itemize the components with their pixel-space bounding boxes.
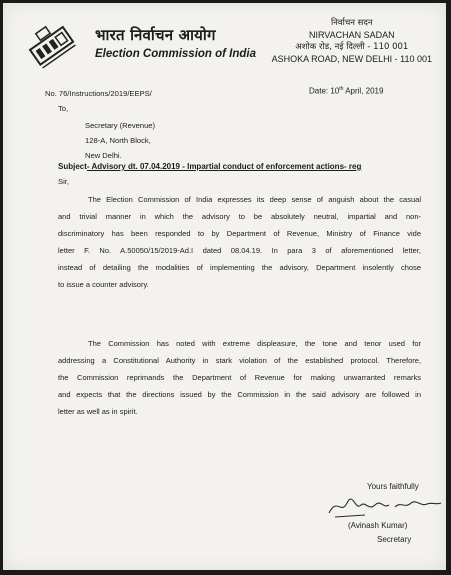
recipient-line-1: Secretary (Revenue) — [85, 121, 156, 130]
letter-page — [3, 3, 446, 570]
address-english-1: NIRVACHAN SADAN — [308, 30, 395, 40]
address-hindi-2: अशोक रोड, नई दिल्ली - 110 001 — [295, 42, 409, 52]
address-hindi-1: निर्वाचन सदन — [330, 18, 373, 28]
org-name-hindi: भारत निर्वाचन आयोग — [95, 26, 216, 44]
eci-logo-icon — [25, 19, 77, 71]
subject-label: Subject — [58, 162, 87, 171]
subject-text: - Advisory dt. 07.04.2019 - Impartial conduct of enforcement actions- reg — [86, 162, 362, 171]
signatory-name: (Avinash Kumar) — [348, 521, 408, 530]
org-name-english: Election Commission of India — [95, 48, 257, 60]
paragraph-2 — [58, 335, 421, 420]
closing-yours-faithfully: Yours faithfully — [367, 482, 419, 491]
para2-line: addressing a Constitutional Authority in stark violation of the established protocol. Therefore, — [58, 356, 421, 365]
para1-line: The Election Commission of India expresses its deep sense of anguish about the casual — [88, 195, 421, 204]
para2-line: letter as well as in spirit. — [58, 407, 138, 416]
recipient-line-2: 128-A, North Block, — [85, 136, 151, 145]
salutation: Sir, — [58, 177, 69, 186]
para2-line: and expects that the directions issued by the Commission in the said advisory are followed in — [58, 390, 421, 399]
paragraph-1 — [58, 191, 421, 293]
para1-line: instead of detailing the modalities of implementing the advisory, Department insolently chose — [58, 263, 421, 272]
para2-line: the Commission reprimands the Department of Revenue for making unwarranted remarks — [58, 373, 421, 382]
para1-line: letter F. No. A.50050/15/2019-Ad.I dated 08.04.19. In para 3 of aforementioned letter, — [58, 246, 421, 255]
address-english-2: ASHOKA ROAD, NEW DELHI - 110 001 — [271, 54, 432, 64]
recipient-to: To, — [58, 104, 69, 113]
letter-date: Date: 10th April, 2019 — [309, 86, 384, 96]
recipient-line-3: New Delhi. — [85, 151, 122, 160]
para1-line: to issue a counter advisory. — [58, 280, 149, 289]
address-block — [272, 17, 432, 65]
para2-line: The Commission has noted with extreme displeasure, the tone and tenor used for — [88, 339, 421, 348]
signatory-title: Secretary — [377, 535, 412, 544]
para1-line: discriminatory has been responded to by Department of Revenue, Ministry of Finance vide — [58, 229, 421, 238]
signature-icon — [325, 493, 445, 521]
reference-number: No. 76/Instructions/2019/EEPS/ — [45, 89, 152, 98]
para1-line: and trivial manner in which the advisory to be absolutely neutral, impartial and non- — [58, 212, 421, 221]
subject-line — [58, 162, 361, 171]
